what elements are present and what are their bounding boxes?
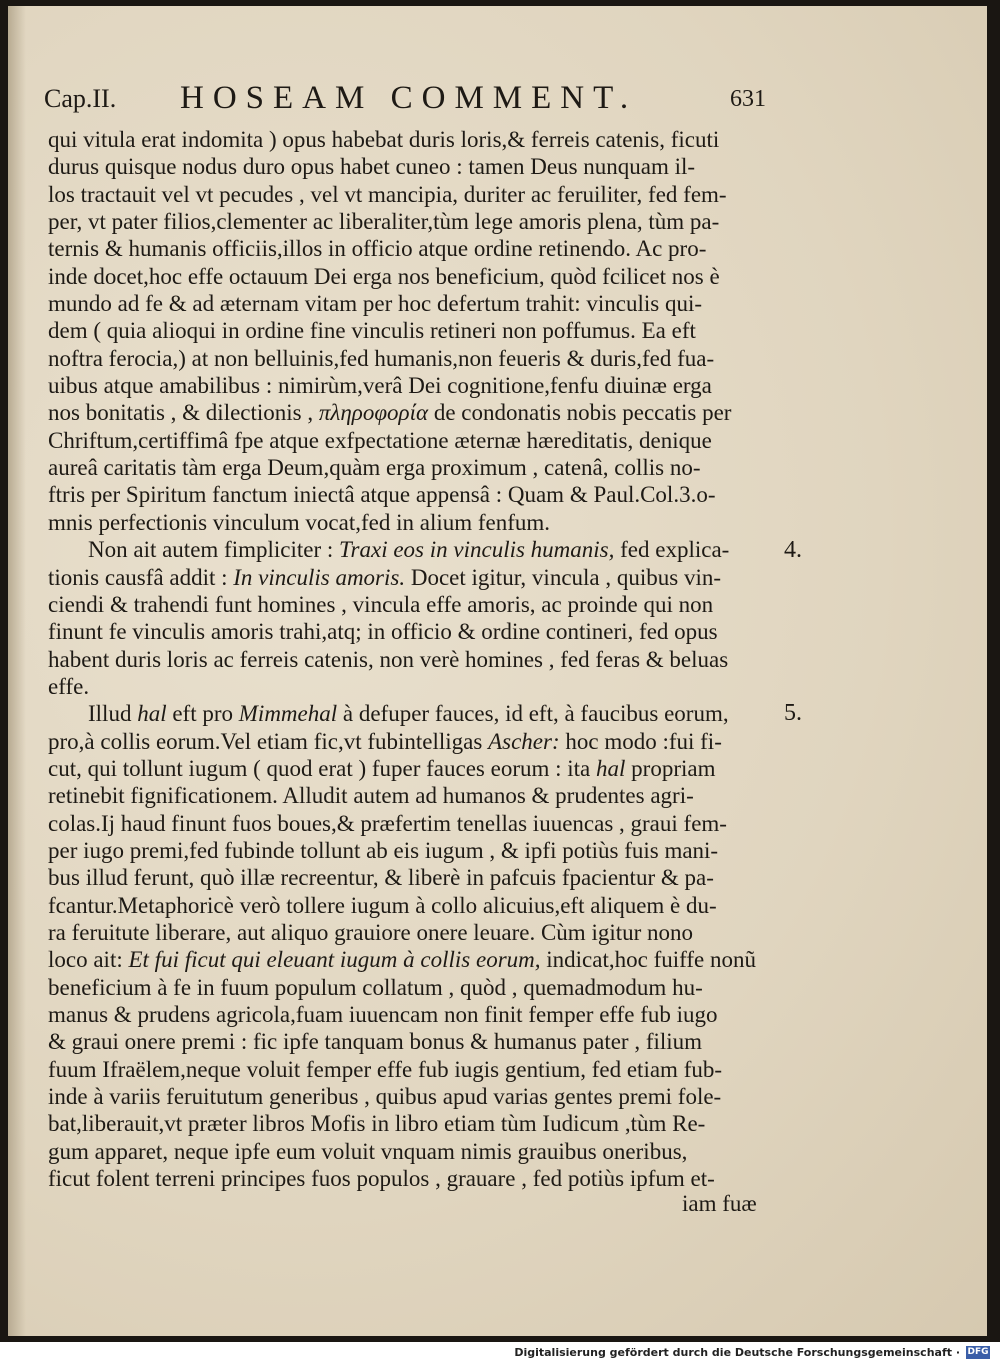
text-segment: tionis causfâ addit : xyxy=(48,564,234,590)
text-line xyxy=(48,591,760,618)
text-segment: noftra ferocia,) at non belluinis,fed humanis,non feueris & duris,fed fua- xyxy=(48,345,715,371)
text-segment: aureâ caritatis tàm erga Deum,quàm erga proximum , catenâ, collis no- xyxy=(48,455,701,481)
text-line xyxy=(48,481,760,508)
text-line xyxy=(48,181,760,208)
text-segment: inde à variis feruitutum generibus , quibus apud varias gentes premi fole- xyxy=(48,1084,722,1110)
text-segment: los tractauit vel vt pecudes , vel vt mancipia, duriter ac feruiliter, fed fem- xyxy=(48,181,727,207)
text-line xyxy=(48,345,760,372)
text-segment: inde docet,hoc effe octauum Dei erga nos beneficium, quòd fcilicet nos è xyxy=(48,263,720,289)
text-line xyxy=(48,700,760,727)
text-segment: colas.Ij haud finunt fuos boues,& præfertim tenellas iuuencas , graui fem- xyxy=(48,810,727,836)
body-text xyxy=(48,126,760,1192)
dfg-logo: DFG xyxy=(967,1347,989,1357)
text-segment: Non ait autem fimpliciter : xyxy=(88,537,340,563)
running-header xyxy=(44,80,766,120)
text-line xyxy=(48,235,760,262)
text-segment: cut, qui tollunt iugum ( quod erat ) fuper fauces eorum : ita xyxy=(48,755,597,781)
funding-notice: Digitalisierung gefördert durch die Deutsche Forschungsgemeinschaft · xyxy=(514,1346,960,1359)
text-segment: ra feruitute liberare, aut aliquo grauiore onere leuare. Cùm igitur nono xyxy=(48,919,694,945)
text-segment: finunt fe vinculis amoris trahi,atq; in officio & ordine contineri, fed opus xyxy=(48,619,718,645)
italic-segment: Et fui ficut qui eleuant iugum à collis eorum, xyxy=(128,947,541,973)
text-line xyxy=(48,208,760,235)
text-line xyxy=(48,919,760,946)
text-line xyxy=(48,618,760,645)
text-segment: ftris per Spiritum fanctum iniectâ atque appensâ : Quam & Paul.Col.3.o- xyxy=(48,482,716,508)
text-segment: fed explica- xyxy=(614,537,730,563)
text-segment: per iugo premi,fed fubinde tollunt ab eis iugum , & ipfi potiùs fuis mani- xyxy=(48,837,719,863)
running-title: HOSEAM COMMENT. xyxy=(180,80,638,116)
text-line xyxy=(48,810,760,837)
italic-segment: Traxi eos in vinculis humanis, xyxy=(339,537,615,563)
text-line xyxy=(48,1028,760,1055)
text-line xyxy=(48,126,760,153)
text-segment: ciendi & trahendi funt homines , vincula effe amoris, ac proinde qui non xyxy=(48,591,714,617)
text-segment: habent duris loris ac ferreis catenis, non verè homines , fed feras & beluas xyxy=(48,646,729,672)
text-segment: de condonatis nobis peccatis per xyxy=(428,400,732,426)
text-line xyxy=(48,1138,760,1165)
chapter-label: Cap.II. xyxy=(44,84,117,113)
text-segment: loco ait: xyxy=(48,947,129,973)
text-segment: effe. xyxy=(48,673,90,699)
text-line xyxy=(48,646,760,673)
text-segment: uibus atque amabilibus : nimirùm,verâ Dei cognitione,fenfu diuinæ erga xyxy=(48,373,712,399)
text-segment: dem ( quia alioqui in ordine fine vinculis retineri non poffumus. Ea eft xyxy=(48,318,696,344)
text-segment: propriam xyxy=(625,755,716,781)
text-segment: gum apparet, neque ipfe eum voluit vnquam nimis grauibus oneribus, xyxy=(48,1138,688,1164)
text-line xyxy=(48,1165,760,1192)
italic-segment: Ascher: xyxy=(488,728,560,754)
text-segment: retinebit fignificationem. Alludit autem ad humanos & prudentes agri- xyxy=(48,783,694,809)
text-line xyxy=(48,974,760,1001)
text-segment: ternis & humanis officiis,illos in officio atque ordine retinendo. Ac pro- xyxy=(48,236,707,262)
text-line xyxy=(48,153,760,180)
text-segment: fcantur.Metaphoricè verò tollere iugum à collo alicuius,eft aliquem è du- xyxy=(48,892,717,918)
text-line xyxy=(48,509,760,536)
text-line xyxy=(48,673,760,700)
text-segment: manus & prudens agricola,fuam iuuencam non finit femper effe fub iugo xyxy=(48,1002,718,1027)
text-line xyxy=(48,263,760,290)
text-line xyxy=(48,454,760,481)
catchword: iam fuæ xyxy=(682,1191,757,1216)
text-line xyxy=(48,564,760,591)
italic-segment: πληροφορία xyxy=(318,400,429,426)
text-line xyxy=(48,755,760,782)
text-segment: qui vitula erat indomita ) opus habebat duris loris,& ferreis catenis, ficuti xyxy=(48,127,720,152)
text-segment: beneficium à fe in fuum populum collatum , quòd , quemadmodum hu- xyxy=(48,974,703,1000)
text-segment: eft pro xyxy=(166,701,239,727)
text-segment: indicat,hoc fuiffe nonũ xyxy=(540,947,756,973)
text-line xyxy=(48,1083,760,1110)
text-line xyxy=(48,427,760,454)
text-line xyxy=(48,837,760,864)
text-segment: & graui onere premi : fic ipfe tanquam bonus & humanus pater , filium xyxy=(48,1029,703,1055)
footer-bar xyxy=(0,1344,1000,1364)
text-line xyxy=(48,782,760,809)
page-gutter-shadow xyxy=(8,6,26,1336)
text-segment: à defuper fauces, id eft, à faucibus eorum, xyxy=(337,701,729,727)
text-segment: bus illud ferunt, quò illæ recreentur, & liberè in pafcuis fpacientur & pa- xyxy=(48,865,714,891)
text-segment: fuum Ifraëlem,neque voluit femper effe fub iugis gentium, fed etiam fub- xyxy=(48,1056,723,1082)
text-segment: durus quisque nodus duro opus habet cuneo : tamen Deus nunquam il- xyxy=(48,154,696,180)
text-segment: nos bonitatis , & dilectionis , xyxy=(48,400,319,426)
text-line xyxy=(48,892,760,919)
margin-number-5: 5. xyxy=(784,700,802,726)
italic-segment: hal xyxy=(596,755,626,781)
text-segment: per, vt pater filios,clementer ac liberaliter,tùm lege amoris plena, tùm pa- xyxy=(48,209,720,235)
text-line xyxy=(48,1110,760,1137)
text-line xyxy=(48,864,760,891)
text-segment: bat,liberauit,vt præter libros Mofis in libro etiam tùm Iudicum ,tùm Re- xyxy=(48,1111,706,1137)
page-number: 631 xyxy=(730,86,766,112)
text-line xyxy=(48,1056,760,1083)
margin-number-4: 4. xyxy=(784,537,802,563)
italic-segment: Mimmehal xyxy=(238,701,338,727)
text-segment: mundo ad fe & ad æternam vitam per hoc defertum trahit: vinculis qui- xyxy=(48,291,703,317)
italic-segment: hal xyxy=(137,701,167,727)
text-line xyxy=(48,946,760,973)
text-line xyxy=(48,290,760,317)
text-segment: Illud xyxy=(88,701,138,727)
text-segment: pro,à collis eorum.Vel etiam fic,vt fubintelligas xyxy=(48,728,489,754)
text-segment: Chriftum,certiffimâ fpe atque exfpectatione æternæ hæreditatis, denique xyxy=(48,427,712,453)
text-line xyxy=(48,372,760,399)
text-line xyxy=(48,536,760,563)
text-line xyxy=(48,399,760,426)
text-segment: hoc modo :fui fi- xyxy=(559,728,722,754)
italic-segment: In vinculis amoris. xyxy=(233,564,406,590)
text-line xyxy=(48,317,760,344)
text-segment: ficut folent terreni principes fuos populos , grauare , fed potiùs ipfum et- xyxy=(48,1166,715,1192)
text-line xyxy=(48,1001,760,1028)
text-line xyxy=(48,728,760,755)
text-segment: Docet igitur, vincula , quibus vin- xyxy=(405,564,722,590)
text-segment: mnis perfectionis vinculum vocat,fed in alium fenfum. xyxy=(48,509,551,535)
